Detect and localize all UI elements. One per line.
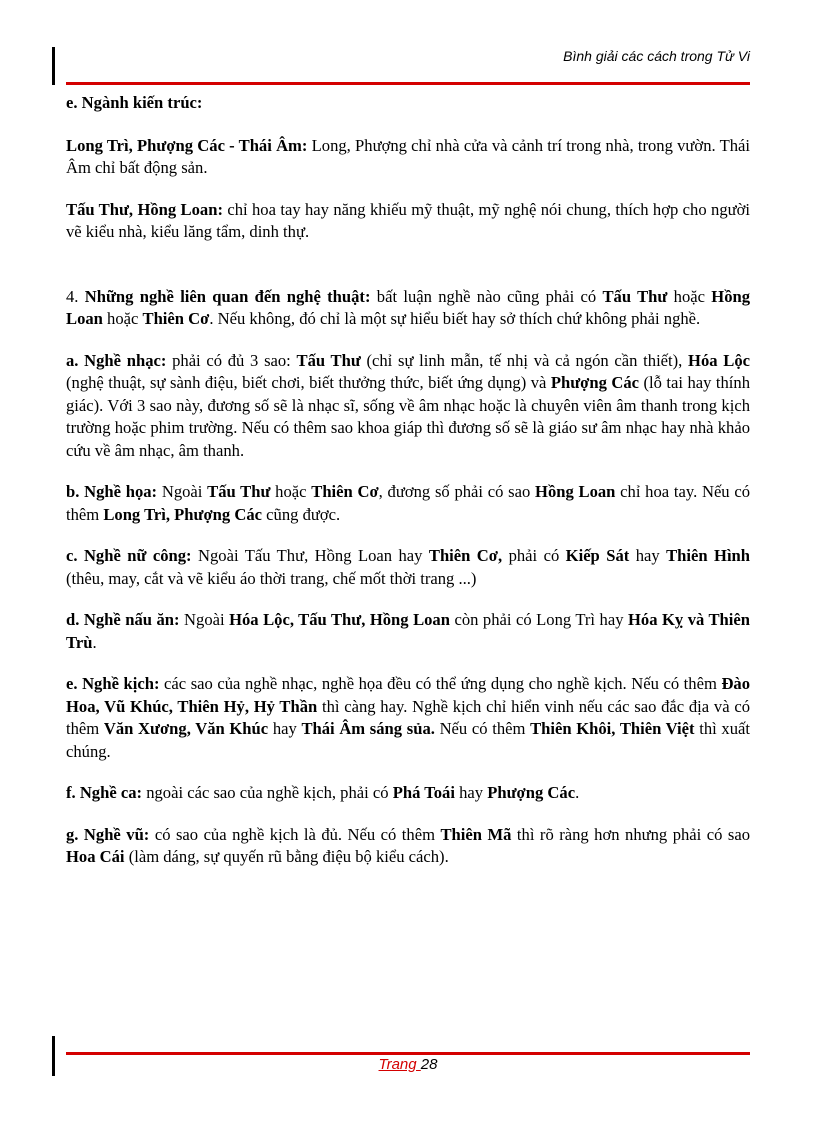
bold-text: Đào Hoa, Vũ Khúc, Thiên Hỷ, Hỷ Thần	[66, 674, 751, 716]
paragraph	[66, 199, 750, 244]
page-footer	[0, 1056, 816, 1073]
text-run: hay	[268, 719, 302, 738]
text-run: thì rõ ràng hơn nhưng phải có sao	[511, 824, 751, 844]
text-run: 4.	[66, 286, 85, 306]
text-run: phải có	[502, 546, 566, 565]
text-run: hay	[454, 783, 488, 802]
bold-text: Long Trì, Phượng Các	[103, 504, 263, 524]
text-run: hoặc	[270, 482, 312, 501]
text-run: (lỗ tai hay thính giác). Với 3 sao này, đương số sẽ là nhạc sĩ, sống về âm nhạc hoặc là chuyên viên âm thanh trong kịch trường hoặc phim trường. Nếu có thêm sao khoa giáp thì đương số sẽ là giáo sư âm nhạc hay nhà khảo cứu về âm nhạc, âm thanh.	[66, 373, 751, 460]
text-run: . Nếu không, đó chỉ là một sự hiểu biết hay sở thích chứ không phải nghề.	[209, 309, 701, 328]
text-run: Ngoài	[157, 482, 208, 501]
text-run: Long, Phượng chỉ nhà cửa và cảnh trí trong nhà, trong vườn. Thái Âm chỉ bất động sản.	[66, 135, 750, 177]
bold-text: Hồng Loan	[535, 482, 616, 501]
text-run: Ngoài Tấu Thư, Hồng Loan hay	[191, 546, 429, 565]
text-run: bất luận nghề nào cũng phải có	[370, 286, 603, 306]
header-rule	[66, 82, 750, 85]
paragraph	[66, 350, 750, 463]
bold-text: Kiếp Sát	[565, 546, 630, 565]
top-left-marker	[52, 47, 55, 85]
text-run: phải có đủ 3 sao:	[166, 350, 297, 370]
bold-text: Tấu Thư	[602, 286, 668, 306]
text-run: (nghệ thuật, sự sành điệu, biết chơi, biết thưởng thức, biết ứng dụng) và	[66, 373, 551, 392]
page-number: 28	[420, 1056, 438, 1073]
text-run: các sao của nghề nhạc, nghề họa đều có thể ứng dụng cho nghề kịch. Nếu có thêm	[159, 674, 722, 693]
bold-text: Tấu Thư	[296, 350, 361, 370]
text-run: .	[575, 783, 580, 802]
text-run: thì xuất chúng.	[66, 719, 750, 761]
bold-text: Tấu Thư, Hồng Loan:	[66, 199, 223, 219]
bold-text: b. Nghề họa:	[66, 482, 158, 501]
bold-text: Thiên Khôi, Thiên Việt	[530, 719, 695, 738]
paragraph	[66, 286, 750, 331]
text-run: hay	[629, 546, 667, 565]
bold-text: Phượng Các	[487, 783, 576, 802]
bold-text: a. Nghề nhạc:	[66, 350, 167, 370]
text-run: chỉ hoa tay hay năng khiếu mỹ thuật, mỹ nghệ nói chung, thích hợp cho người vẽ kiểu nhà, kiểu lăng tẩm, dinh thự.	[66, 199, 750, 241]
bold-text: Long Trì, Phượng Các - Thái Âm:	[66, 135, 308, 155]
text-run: chỉ hoa tay. Nếu có thêm	[66, 482, 751, 524]
text-run: (làm dáng, sự quyến rũ bằng điệu bộ kiểu cách).	[124, 847, 449, 866]
bold-text: Thiên Cơ,	[428, 546, 503, 565]
paragraph	[66, 782, 750, 805]
bold-text: Hoa Cái	[66, 847, 125, 866]
bold-text: Thiên Hình	[666, 546, 751, 565]
text-run: hoặc	[102, 309, 143, 328]
bold-text: Thái Âm sáng sủa.	[301, 719, 435, 738]
section-heading	[66, 92, 750, 115]
paragraph	[66, 824, 750, 869]
bold-text: Phượng Các	[550, 373, 640, 392]
paragraph	[66, 673, 750, 763]
paragraph	[66, 481, 750, 526]
bold-text: Thiên Cơ	[142, 309, 210, 328]
text-run: Nếu có thêm	[434, 719, 531, 738]
bold-text: Hồng Loan	[66, 286, 751, 328]
bold-text: Thiên Mã	[440, 824, 512, 844]
bold-text: c. Nghề nữ công:	[66, 546, 192, 565]
text-run: cũng được.	[262, 504, 341, 524]
text-run: (chỉ sự linh mẫn, tế nhị và cả ngón cần thiết),	[360, 350, 689, 370]
bold-text: e. Nghề kịch:	[66, 674, 160, 693]
text-run: còn phải có Long Trì hay	[449, 610, 628, 629]
bold-text: Văn Xương, Văn Khúc	[103, 719, 269, 738]
bold-text: e. Ngành kiến trúc:	[66, 93, 203, 112]
footer-rule	[66, 1052, 750, 1055]
paragraph	[66, 609, 750, 654]
bold-text: g. Nghề vũ:	[66, 824, 150, 844]
bold-text: Những nghề liên quan đến nghệ thuật:	[84, 286, 371, 306]
document-body	[66, 92, 750, 888]
text-run: Ngoài	[179, 610, 230, 629]
bold-text: Hóa Lộc, Tấu Thư, Hồng Loan	[229, 610, 450, 629]
bold-text: Hóa Lộc	[688, 350, 750, 370]
text-run: ngoài các sao của nghề kịch, phải có	[142, 783, 393, 802]
bold-text: Hóa Kỵ và Thiên Trù	[66, 610, 750, 652]
text-run: có sao của nghề kịch là đủ. Nếu có thêm	[149, 824, 441, 844]
paragraph	[66, 135, 750, 180]
page-header-title: Bình giải các cách trong Tử Vi	[563, 48, 750, 64]
bold-text: Thiên Cơ	[311, 482, 379, 501]
text-run: (thêu, may, cắt và vẽ kiểu áo thời trang, chế mốt thời trang ...)	[66, 568, 477, 588]
page-link[interactable]: Trang	[378, 1056, 421, 1073]
text-run: hoặc	[667, 286, 712, 306]
paragraph	[66, 545, 750, 590]
text-run: thì càng hay. Nghề kịch chỉ hiển vinh nếu các sao đắc địa và có thêm	[66, 696, 750, 738]
bold-text: Phá Toái	[392, 783, 455, 802]
bold-text: Tấu Thư	[207, 482, 271, 501]
text-run: , đương số phải có sao	[378, 482, 536, 501]
bold-text: f. Nghề ca:	[66, 783, 143, 802]
text-run: .	[92, 632, 97, 652]
bold-text: d. Nghề nấu ăn:	[66, 610, 180, 629]
